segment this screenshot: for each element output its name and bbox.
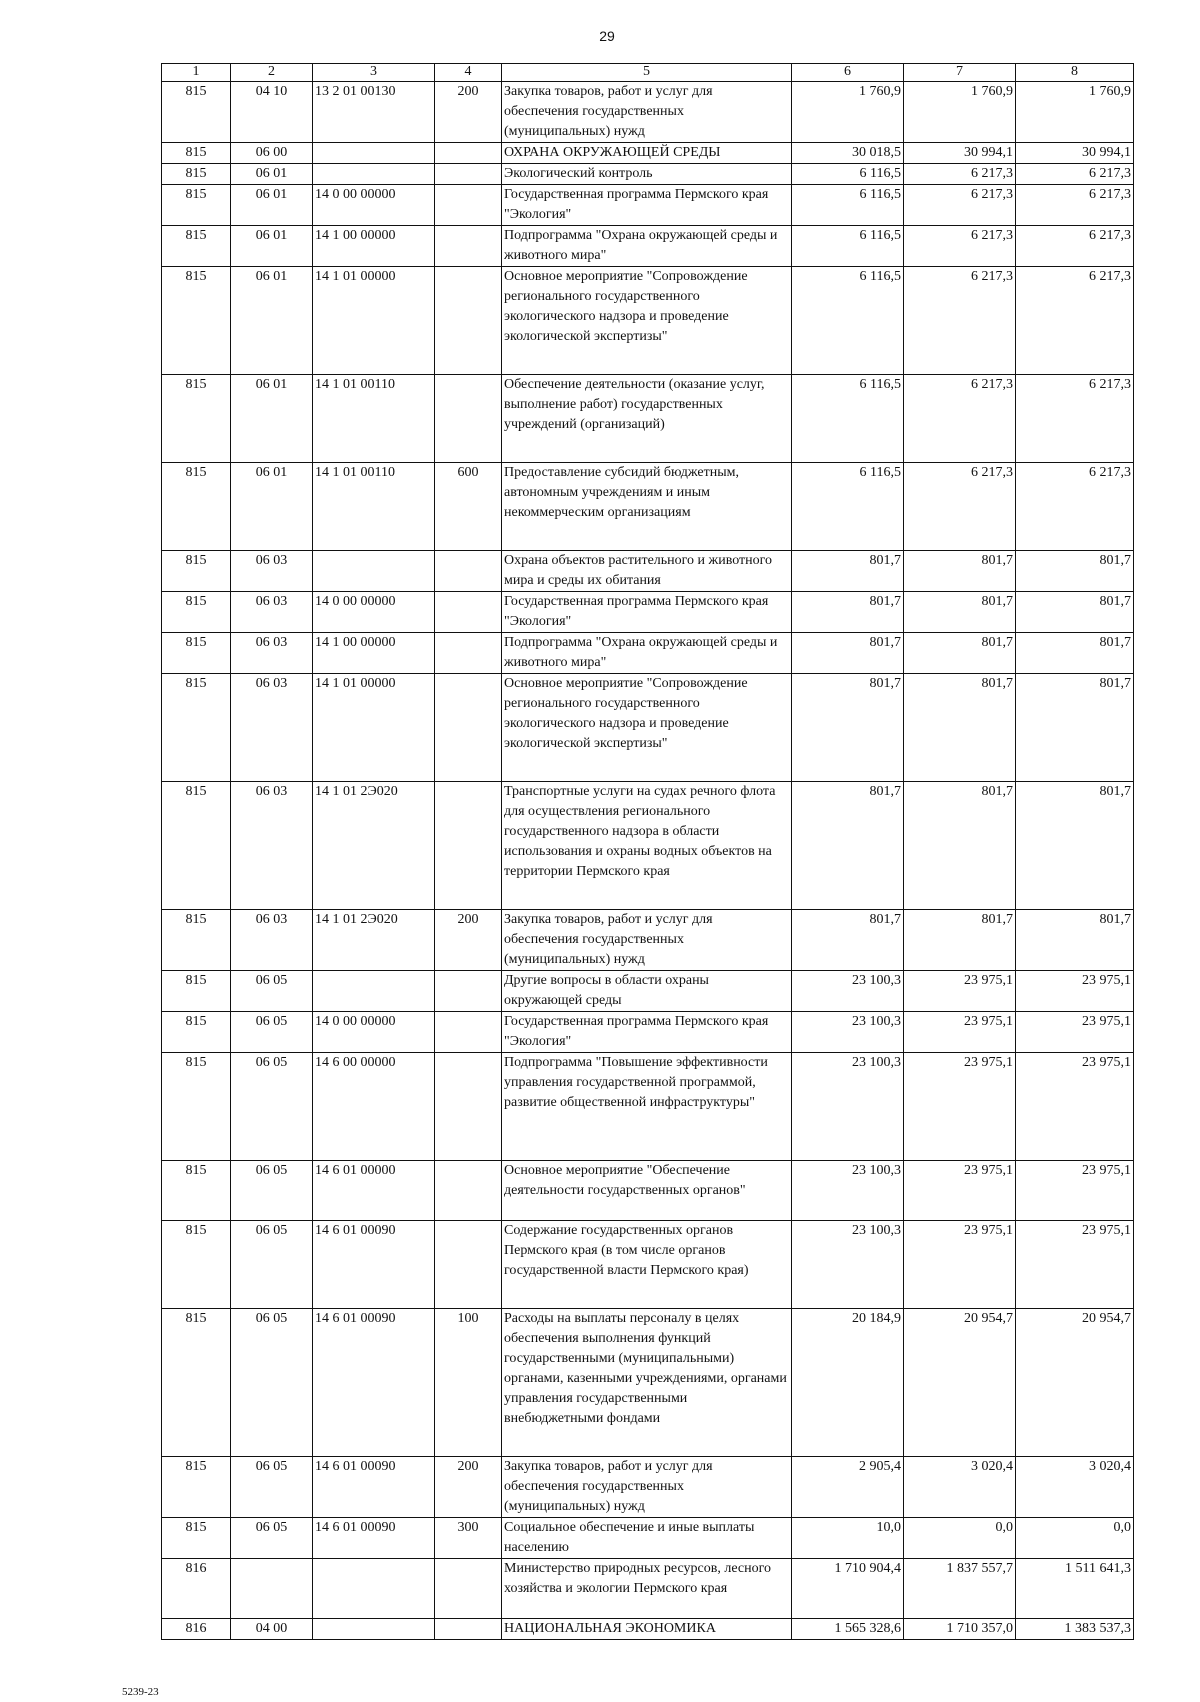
cell-amount-col7: 801,7 bbox=[904, 674, 1016, 782]
cell-amount-col7: 801,7 bbox=[904, 633, 1016, 674]
table-row bbox=[162, 267, 1134, 375]
cell-target-code bbox=[313, 1619, 435, 1640]
cell-ministry-code: 815 bbox=[162, 551, 231, 592]
cell-expense-type bbox=[435, 1161, 502, 1221]
cell-ministry-code: 815 bbox=[162, 592, 231, 633]
cell-amount-col8: 801,7 bbox=[1016, 592, 1134, 633]
cell-ministry-code: 815 bbox=[162, 143, 231, 164]
cell-amount-col8: 6 217,3 bbox=[1016, 267, 1134, 375]
cell-expense-type bbox=[435, 185, 502, 226]
cell-target-code: 14 1 01 00110 bbox=[313, 375, 435, 463]
cell-amount-col8: 23 975,1 bbox=[1016, 1012, 1134, 1053]
cell-amount-col8: 801,7 bbox=[1016, 633, 1134, 674]
cell-description: Министерство природных ресурсов, лесного хозяйства и экологии Пермского края bbox=[502, 1559, 792, 1619]
column-header: 3 bbox=[313, 64, 435, 82]
cell-amount-col6: 1 760,9 bbox=[792, 82, 904, 143]
cell-amount-col7: 6 217,3 bbox=[904, 185, 1016, 226]
table-row bbox=[162, 375, 1134, 463]
column-header: 1 bbox=[162, 64, 231, 82]
cell-target-code: 14 1 00 00000 bbox=[313, 633, 435, 674]
cell-amount-col8: 23 975,1 bbox=[1016, 1161, 1134, 1221]
cell-target-code bbox=[313, 164, 435, 185]
cell-target-code: 14 0 00 00000 bbox=[313, 592, 435, 633]
cell-amount-col8: 23 975,1 bbox=[1016, 1221, 1134, 1309]
table-row bbox=[162, 1221, 1134, 1309]
cell-amount-col6: 801,7 bbox=[792, 633, 904, 674]
cell-amount-col6: 20 184,9 bbox=[792, 1309, 904, 1457]
cell-ministry-code: 816 bbox=[162, 1559, 231, 1619]
cell-expense-type bbox=[435, 674, 502, 782]
column-header: 4 bbox=[435, 64, 502, 82]
cell-description: Предоставление субсидий бюджетным, автономным учреждениям и иным некоммерческим организациям bbox=[502, 463, 792, 551]
table-row bbox=[162, 782, 1134, 910]
cell-amount-col8: 6 217,3 bbox=[1016, 226, 1134, 267]
cell-target-code: 14 6 01 00000 bbox=[313, 1161, 435, 1221]
cell-expense-type: 600 bbox=[435, 463, 502, 551]
table-row bbox=[162, 633, 1134, 674]
cell-description: НАЦИОНАЛЬНАЯ ЭКОНОМИКА bbox=[502, 1619, 792, 1640]
cell-expense-type bbox=[435, 592, 502, 633]
cell-amount-col7: 801,7 bbox=[904, 910, 1016, 971]
cell-description: Охрана объектов растительного и животного мира и среды их обитания bbox=[502, 551, 792, 592]
cell-expense-type: 300 bbox=[435, 1518, 502, 1559]
cell-amount-col6: 10,0 bbox=[792, 1518, 904, 1559]
table-row bbox=[162, 1053, 1134, 1161]
table-row bbox=[162, 226, 1134, 267]
cell-amount-col8: 1 511 641,3 bbox=[1016, 1559, 1134, 1619]
cell-amount-col6: 1 565 328,6 bbox=[792, 1619, 904, 1640]
cell-amount-col7: 23 975,1 bbox=[904, 1161, 1016, 1221]
cell-amount-col8: 23 975,1 bbox=[1016, 971, 1134, 1012]
budget-table bbox=[161, 63, 1134, 1640]
cell-ministry-code: 815 bbox=[162, 1221, 231, 1309]
cell-amount-col8: 1 383 537,3 bbox=[1016, 1619, 1134, 1640]
table-row bbox=[162, 674, 1134, 782]
page-number: 29 bbox=[599, 28, 615, 44]
cell-ministry-code: 815 bbox=[162, 1309, 231, 1457]
cell-description: Основное мероприятие "Сопровождение регионального государственного экологического надзора и проведение экологической экспертизы" bbox=[502, 267, 792, 375]
table-row bbox=[162, 1518, 1134, 1559]
cell-ministry-code: 815 bbox=[162, 910, 231, 971]
cell-amount-col7: 23 975,1 bbox=[904, 1221, 1016, 1309]
cell-amount-col7: 0,0 bbox=[904, 1518, 1016, 1559]
cell-section-code: 06 01 bbox=[231, 463, 313, 551]
cell-amount-col6: 801,7 bbox=[792, 782, 904, 910]
cell-amount-col7: 30 994,1 bbox=[904, 143, 1016, 164]
cell-description: Основное мероприятие "Обеспечение деятельности государственных органов" bbox=[502, 1161, 792, 1221]
cell-amount-col7: 6 217,3 bbox=[904, 164, 1016, 185]
cell-target-code: 14 1 01 2Э020 bbox=[313, 910, 435, 971]
cell-section-code: 06 01 bbox=[231, 375, 313, 463]
cell-amount-col6: 6 116,5 bbox=[792, 164, 904, 185]
cell-amount-col7: 6 217,3 bbox=[904, 375, 1016, 463]
cell-section-code: 04 00 bbox=[231, 1619, 313, 1640]
table-row bbox=[162, 1309, 1134, 1457]
cell-section-code bbox=[231, 1559, 313, 1619]
cell-expense-type bbox=[435, 267, 502, 375]
cell-section-code: 06 03 bbox=[231, 592, 313, 633]
cell-amount-col6: 6 116,5 bbox=[792, 375, 904, 463]
cell-amount-col6: 6 116,5 bbox=[792, 226, 904, 267]
cell-description: Другие вопросы в области охраны окружающей среды bbox=[502, 971, 792, 1012]
cell-section-code: 04 10 bbox=[231, 82, 313, 143]
cell-expense-type: 200 bbox=[435, 1457, 502, 1518]
cell-amount-col6: 801,7 bbox=[792, 910, 904, 971]
cell-target-code: 14 0 00 00000 bbox=[313, 1012, 435, 1053]
cell-amount-col7: 1 710 357,0 bbox=[904, 1619, 1016, 1640]
cell-section-code: 06 03 bbox=[231, 551, 313, 592]
column-header: 8 bbox=[1016, 64, 1134, 82]
table-row bbox=[162, 82, 1134, 143]
cell-description: Подпрограмма "Повышение эффективности управления государственной программой, развитие общественной инфраструктуры" bbox=[502, 1053, 792, 1161]
cell-amount-col7: 6 217,3 bbox=[904, 267, 1016, 375]
table-row bbox=[162, 551, 1134, 592]
cell-ministry-code: 815 bbox=[162, 375, 231, 463]
cell-amount-col7: 801,7 bbox=[904, 551, 1016, 592]
cell-amount-col7: 1 837 557,7 bbox=[904, 1559, 1016, 1619]
cell-ministry-code: 815 bbox=[162, 1457, 231, 1518]
cell-amount-col8: 30 994,1 bbox=[1016, 143, 1134, 164]
cell-amount-col7: 3 020,4 bbox=[904, 1457, 1016, 1518]
table-body bbox=[162, 82, 1134, 1640]
cell-target-code: 14 0 00 00000 bbox=[313, 185, 435, 226]
cell-amount-col6: 801,7 bbox=[792, 551, 904, 592]
cell-amount-col6: 23 100,3 bbox=[792, 1221, 904, 1309]
table-row bbox=[162, 164, 1134, 185]
cell-expense-type bbox=[435, 143, 502, 164]
cell-ministry-code: 815 bbox=[162, 1012, 231, 1053]
cell-ministry-code: 815 bbox=[162, 463, 231, 551]
cell-amount-col7: 801,7 bbox=[904, 592, 1016, 633]
table-row bbox=[162, 1559, 1134, 1619]
cell-description: Экологический контроль bbox=[502, 164, 792, 185]
cell-ministry-code: 815 bbox=[162, 782, 231, 910]
cell-target-code: 14 6 01 00090 bbox=[313, 1457, 435, 1518]
cell-section-code: 06 03 bbox=[231, 633, 313, 674]
cell-section-code: 06 01 bbox=[231, 267, 313, 375]
cell-target-code: 14 6 00 00000 bbox=[313, 1053, 435, 1161]
cell-expense-type bbox=[435, 226, 502, 267]
cell-target-code: 14 1 01 00000 bbox=[313, 267, 435, 375]
cell-description: Социальное обеспечение и иные выплаты населению bbox=[502, 1518, 792, 1559]
cell-section-code: 06 01 bbox=[231, 185, 313, 226]
cell-amount-col6: 23 100,3 bbox=[792, 1161, 904, 1221]
cell-expense-type bbox=[435, 375, 502, 463]
cell-amount-col8: 1 760,9 bbox=[1016, 82, 1134, 143]
table-row bbox=[162, 910, 1134, 971]
cell-ministry-code: 815 bbox=[162, 82, 231, 143]
cell-amount-col6: 2 905,4 bbox=[792, 1457, 904, 1518]
cell-description: Основное мероприятие "Сопровождение регионального государственного экологического надзора и проведение экологической экспертизы" bbox=[502, 674, 792, 782]
cell-amount-col6: 30 018,5 bbox=[792, 143, 904, 164]
cell-amount-col8: 20 954,7 bbox=[1016, 1309, 1134, 1457]
cell-ministry-code: 815 bbox=[162, 185, 231, 226]
cell-target-code bbox=[313, 1559, 435, 1619]
cell-target-code bbox=[313, 971, 435, 1012]
cell-section-code: 06 05 bbox=[231, 1012, 313, 1053]
table-header-row bbox=[162, 64, 1134, 82]
cell-description: ОХРАНА ОКРУЖАЮЩЕЙ СРЕДЫ bbox=[502, 143, 792, 164]
cell-target-code bbox=[313, 143, 435, 164]
cell-target-code: 14 1 01 2Э020 bbox=[313, 782, 435, 910]
cell-description: Подпрограмма "Охрана окружающей среды и животного мира" bbox=[502, 633, 792, 674]
cell-expense-type: 200 bbox=[435, 82, 502, 143]
cell-amount-col7: 801,7 bbox=[904, 782, 1016, 910]
table-row bbox=[162, 592, 1134, 633]
table-row bbox=[162, 971, 1134, 1012]
cell-expense-type bbox=[435, 551, 502, 592]
cell-section-code: 06 03 bbox=[231, 782, 313, 910]
cell-target-code: 14 6 01 00090 bbox=[313, 1518, 435, 1559]
cell-amount-col8: 801,7 bbox=[1016, 782, 1134, 910]
column-header: 5 bbox=[502, 64, 792, 82]
cell-amount-col7: 6 217,3 bbox=[904, 463, 1016, 551]
cell-description: Содержание государственных органов Пермского края (в том числе органов государственной власти Пермского края) bbox=[502, 1221, 792, 1309]
cell-expense-type bbox=[435, 1559, 502, 1619]
cell-expense-type bbox=[435, 1619, 502, 1640]
cell-ministry-code: 815 bbox=[162, 971, 231, 1012]
cell-amount-col6: 23 100,3 bbox=[792, 1053, 904, 1161]
cell-description: Государственная программа Пермского края "Экология" bbox=[502, 1012, 792, 1053]
cell-ministry-code: 815 bbox=[162, 226, 231, 267]
cell-section-code: 06 03 bbox=[231, 910, 313, 971]
cell-section-code: 06 01 bbox=[231, 164, 313, 185]
cell-description: Транспортные услуги на судах речного флота для осуществления регионального государственного надзора в области использования и охраны водных объектов на территории Пермского края bbox=[502, 782, 792, 910]
cell-section-code: 06 05 bbox=[231, 1221, 313, 1309]
cell-amount-col7: 23 975,1 bbox=[904, 1053, 1016, 1161]
table-row bbox=[162, 185, 1134, 226]
cell-amount-col7: 23 975,1 bbox=[904, 971, 1016, 1012]
cell-description: Закупка товаров, работ и услуг для обеспечения государственных (муниципальных) нужд bbox=[502, 1457, 792, 1518]
cell-amount-col6: 801,7 bbox=[792, 674, 904, 782]
cell-expense-type bbox=[435, 164, 502, 185]
cell-amount-col8: 0,0 bbox=[1016, 1518, 1134, 1559]
cell-amount-col7: 1 760,9 bbox=[904, 82, 1016, 143]
cell-expense-type bbox=[435, 971, 502, 1012]
cell-expense-type bbox=[435, 782, 502, 910]
table-row bbox=[162, 1457, 1134, 1518]
cell-target-code: 14 1 00 00000 bbox=[313, 226, 435, 267]
cell-amount-col6: 23 100,3 bbox=[792, 971, 904, 1012]
cell-amount-col8: 6 217,3 bbox=[1016, 375, 1134, 463]
cell-section-code: 06 01 bbox=[231, 226, 313, 267]
cell-section-code: 06 05 bbox=[231, 1053, 313, 1161]
cell-target-code: 14 1 01 00110 bbox=[313, 463, 435, 551]
cell-ministry-code: 815 bbox=[162, 164, 231, 185]
cell-amount-col8: 801,7 bbox=[1016, 674, 1134, 782]
cell-amount-col6: 6 116,5 bbox=[792, 463, 904, 551]
cell-section-code: 06 05 bbox=[231, 1161, 313, 1221]
cell-expense-type bbox=[435, 1012, 502, 1053]
cell-target-code bbox=[313, 551, 435, 592]
cell-amount-col6: 6 116,5 bbox=[792, 267, 904, 375]
cell-expense-type bbox=[435, 1221, 502, 1309]
cell-expense-type: 200 bbox=[435, 910, 502, 971]
cell-amount-col8: 6 217,3 bbox=[1016, 185, 1134, 226]
cell-target-code: 13 2 01 00130 bbox=[313, 82, 435, 143]
column-header: 7 bbox=[904, 64, 1016, 82]
cell-amount-col6: 23 100,3 bbox=[792, 1012, 904, 1053]
cell-target-code: 14 6 01 00090 bbox=[313, 1309, 435, 1457]
cell-section-code: 06 05 bbox=[231, 1309, 313, 1457]
cell-amount-col8: 6 217,3 bbox=[1016, 164, 1134, 185]
cell-ministry-code: 815 bbox=[162, 1518, 231, 1559]
cell-expense-type: 100 bbox=[435, 1309, 502, 1457]
cell-description: Государственная программа Пермского края "Экология" bbox=[502, 592, 792, 633]
cell-ministry-code: 815 bbox=[162, 1053, 231, 1161]
table-row bbox=[162, 143, 1134, 164]
cell-section-code: 06 05 bbox=[231, 971, 313, 1012]
cell-section-code: 06 05 bbox=[231, 1457, 313, 1518]
cell-section-code: 06 03 bbox=[231, 674, 313, 782]
cell-description: Расходы на выплаты персоналу в целях обеспечения выполнения функций государственными (муниципальными) органами, казенными учреждениями, органами управления государственными внебюджетными фондами bbox=[502, 1309, 792, 1457]
cell-amount-col6: 6 116,5 bbox=[792, 185, 904, 226]
column-header: 2 bbox=[231, 64, 313, 82]
cell-description: Государственная программа Пермского края "Экология" bbox=[502, 185, 792, 226]
cell-ministry-code: 816 bbox=[162, 1619, 231, 1640]
document-code: 5239-23 bbox=[122, 1686, 159, 1698]
cell-amount-col7: 20 954,7 bbox=[904, 1309, 1016, 1457]
cell-amount-col7: 23 975,1 bbox=[904, 1012, 1016, 1053]
cell-ministry-code: 815 bbox=[162, 1161, 231, 1221]
cell-description: Обеспечение деятельности (оказание услуг, выполнение работ) государственных учреждений (организаций) bbox=[502, 375, 792, 463]
table-row bbox=[162, 463, 1134, 551]
cell-description: Подпрограмма "Охрана окружающей среды и животного мира" bbox=[502, 226, 792, 267]
table-row bbox=[162, 1161, 1134, 1221]
cell-expense-type bbox=[435, 633, 502, 674]
cell-amount-col8: 6 217,3 bbox=[1016, 463, 1134, 551]
cell-ministry-code: 815 bbox=[162, 267, 231, 375]
cell-description: Закупка товаров, работ и услуг для обеспечения государственных (муниципальных) нужд bbox=[502, 910, 792, 971]
cell-section-code: 06 05 bbox=[231, 1518, 313, 1559]
cell-amount-col8: 801,7 bbox=[1016, 551, 1134, 592]
cell-amount-col6: 1 710 904,4 bbox=[792, 1559, 904, 1619]
cell-amount-col8: 801,7 bbox=[1016, 910, 1134, 971]
table-row bbox=[162, 1619, 1134, 1640]
cell-target-code: 14 1 01 00000 bbox=[313, 674, 435, 782]
cell-amount-col7: 6 217,3 bbox=[904, 226, 1016, 267]
cell-ministry-code: 815 bbox=[162, 633, 231, 674]
cell-section-code: 06 00 bbox=[231, 143, 313, 164]
cell-ministry-code: 815 bbox=[162, 674, 231, 782]
column-header: 6 bbox=[792, 64, 904, 82]
cell-amount-col8: 3 020,4 bbox=[1016, 1457, 1134, 1518]
cell-amount-col8: 23 975,1 bbox=[1016, 1053, 1134, 1161]
table-row bbox=[162, 1012, 1134, 1053]
cell-expense-type bbox=[435, 1053, 502, 1161]
cell-amount-col6: 801,7 bbox=[792, 592, 904, 633]
cell-description: Закупка товаров, работ и услуг для обеспечения государственных (муниципальных) нужд bbox=[502, 82, 792, 143]
cell-target-code: 14 6 01 00090 bbox=[313, 1221, 435, 1309]
